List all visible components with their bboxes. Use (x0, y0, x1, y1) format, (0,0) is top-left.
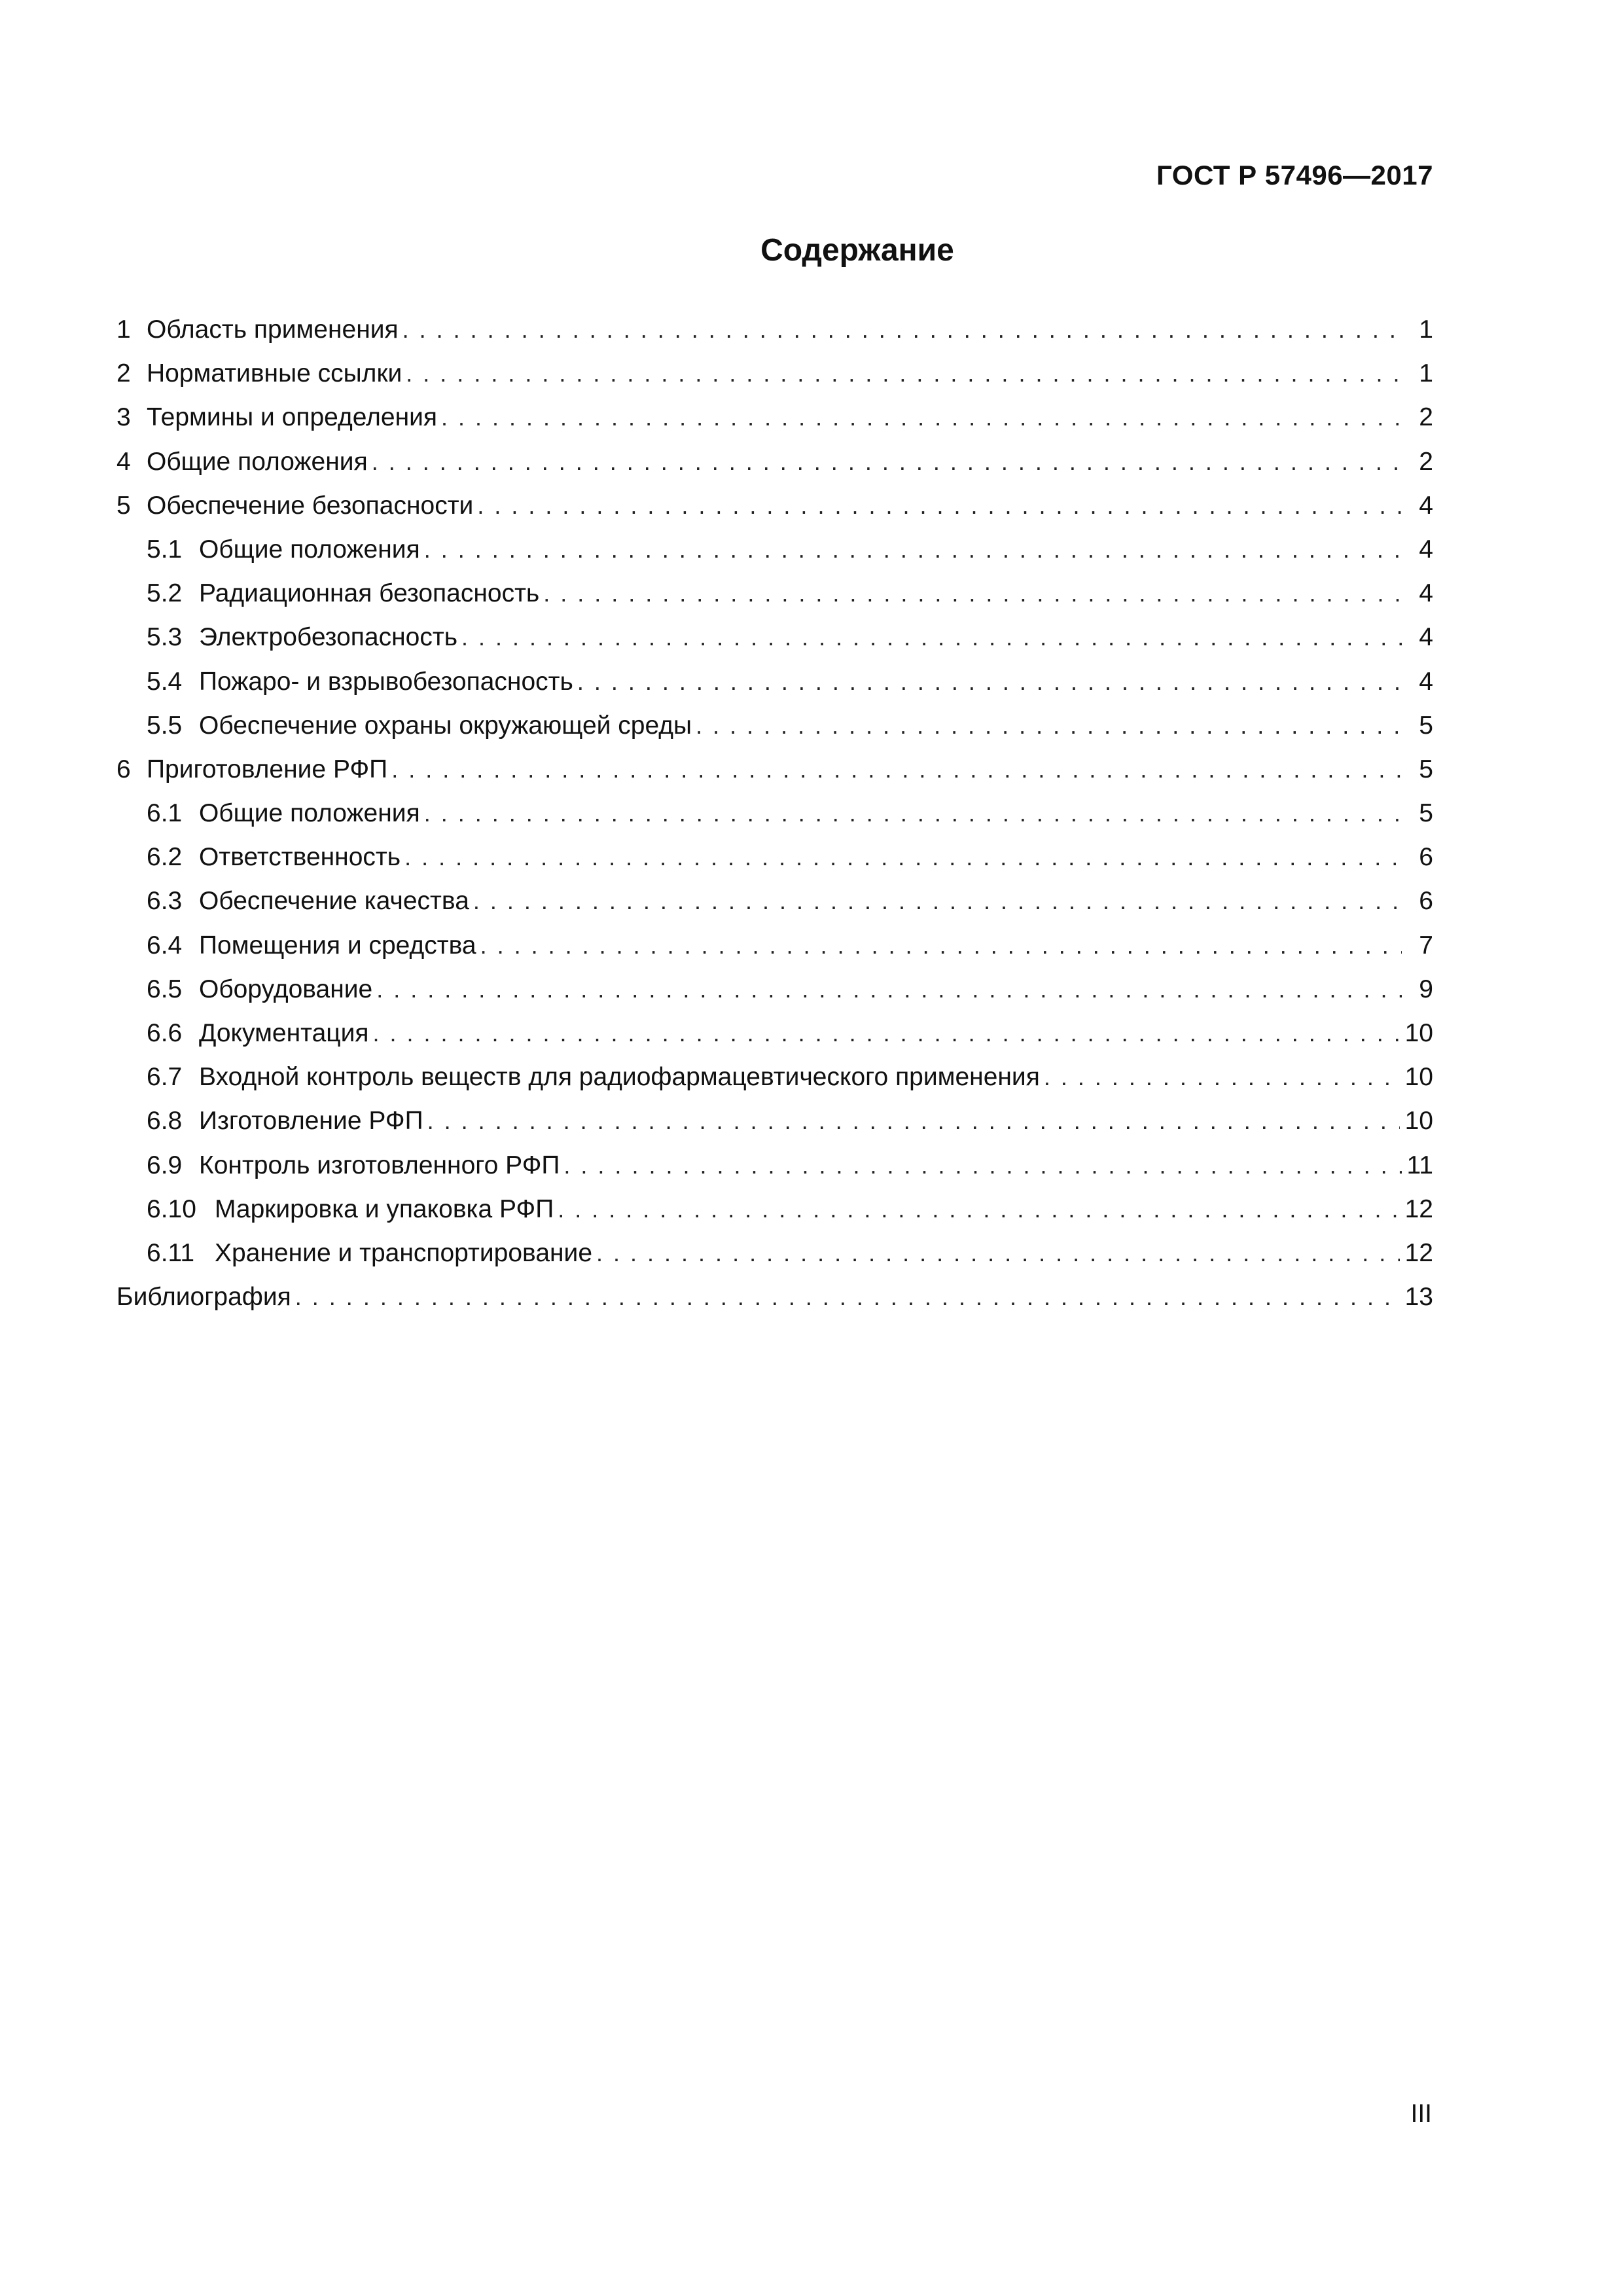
toc-entry-number: 6.1 (147, 799, 183, 828)
toc-entry-page: 6 (1419, 887, 1433, 916)
toc-dot-leader (295, 1275, 1400, 1319)
toc-entry[interactable] (116, 571, 1433, 615)
toc-entry[interactable] (116, 879, 1433, 923)
toc-entry-page: 2 (1419, 403, 1433, 432)
toc-entry-page: 11 (1406, 1151, 1433, 1179)
page-number: III (1410, 2100, 1432, 2128)
toc-entry[interactable] (116, 528, 1433, 571)
toc-entry-label: Изготовление РФП (199, 1107, 423, 1136)
toc-entry-label: Обеспечение качества (199, 887, 469, 916)
toc-entry[interactable] (116, 1055, 1433, 1099)
toc-dot-leader (376, 967, 1402, 1011)
toc-entry-label: Ответственность (199, 843, 401, 872)
toc-dot-leader (696, 704, 1402, 747)
toc-entry-label: Общие положения (199, 535, 420, 564)
toc-title: Содержание (760, 233, 954, 268)
toc-entry-number: 1 (116, 315, 131, 344)
toc-entry-number: 6.8 (147, 1107, 183, 1136)
toc-entry-number: 2 (116, 359, 131, 388)
toc-entry[interactable] (116, 484, 1433, 528)
toc-entry-page: 13 (1404, 1283, 1433, 1312)
toc-entry-label: Контроль изготовленного РФП (199, 1151, 560, 1179)
toc-entry-page: 2 (1419, 447, 1433, 476)
toc-dot-leader (441, 395, 1402, 439)
toc-dot-leader (461, 615, 1402, 659)
toc-entry-label: Электробезопасность (199, 623, 458, 652)
toc-entry-label: Оборудование (199, 975, 373, 1003)
toc-dot-leader (424, 528, 1402, 571)
toc-entry-number: 5 (116, 491, 131, 520)
toc-entry[interactable] (116, 967, 1433, 1011)
toc-dot-leader (372, 440, 1402, 484)
toc-entry-label: Нормативные ссылки (147, 359, 402, 388)
toc-entry-number: 4 (116, 447, 131, 476)
toc-dot-leader (577, 660, 1402, 704)
toc-entry[interactable] (116, 308, 1433, 351)
toc-entry-number: 6.3 (147, 887, 183, 916)
toc-entry-label: Помещения и средства (199, 931, 476, 960)
toc-entry-label: Общие положения (199, 799, 420, 828)
toc-entry-number: 5.2 (147, 579, 183, 608)
toc-entry-number: 5.5 (147, 711, 183, 740)
toc-entry-label: Обеспечение охраны окружающей среды (199, 711, 692, 740)
toc-entry-page: 5 (1419, 711, 1433, 740)
toc-entry[interactable] (116, 440, 1433, 484)
toc-entry-label: Документация (199, 1019, 369, 1047)
toc-dot-leader (563, 1143, 1401, 1187)
toc-dot-leader (596, 1231, 1400, 1275)
toc-entry-number: 5.4 (147, 667, 183, 696)
toc-entry-page: 6 (1419, 843, 1433, 872)
toc-entry-label: Пожаро- и взрывобезопасность (199, 667, 573, 696)
toc-entry[interactable] (116, 835, 1433, 879)
toc-entry-number: 5.1 (147, 535, 183, 564)
toc-dot-leader (404, 835, 1402, 879)
toc-entry[interactable] (116, 1099, 1433, 1143)
toc-entry-page: 7 (1419, 931, 1433, 960)
toc-entry[interactable] (116, 1275, 1433, 1319)
toc-entry[interactable] (116, 615, 1433, 659)
document-id: ГОСТ Р 57496—2017 (1156, 160, 1433, 190)
toc-entry-page: 4 (1419, 667, 1433, 696)
toc-entry-label: Приготовление РФП (147, 755, 388, 783)
toc-entry-page: 12 (1404, 1194, 1433, 1223)
toc-entry[interactable] (116, 1231, 1433, 1275)
toc-entry-label: Входной контроль веществ для радиофармацевтического применения (199, 1063, 1040, 1092)
toc-dot-leader (477, 484, 1402, 528)
toc-dot-leader (543, 571, 1402, 615)
toc-dot-leader (480, 924, 1402, 967)
toc-entry-label: Область применения (147, 315, 399, 344)
toc-entry-page: 10 (1404, 1063, 1433, 1092)
toc-entry-number: 6.9 (147, 1151, 183, 1179)
toc-dot-leader (391, 747, 1402, 791)
toc-entry-page: 4 (1419, 623, 1433, 652)
toc-entry-number: 6.7 (147, 1063, 183, 1092)
toc-entry-label: Общие положения (147, 447, 368, 476)
toc-entry[interactable] (116, 395, 1433, 439)
toc-entry-label: Библиография (116, 1283, 291, 1312)
toc-entry[interactable] (116, 660, 1433, 704)
toc-entry-number: 5.3 (147, 623, 183, 652)
toc-entry-page: 4 (1419, 535, 1433, 564)
toc-entry[interactable] (116, 924, 1433, 967)
toc-dot-leader (406, 351, 1402, 395)
toc-entry-page: 1 (1419, 315, 1433, 344)
toc-entry[interactable] (116, 1143, 1433, 1187)
toc-dot-leader (473, 879, 1402, 923)
toc-entry-number: 6 (116, 755, 131, 783)
toc-entry[interactable] (116, 791, 1433, 835)
toc-entry[interactable] (116, 1187, 1433, 1231)
toc-entry-label: Хранение и транспортирование (215, 1238, 593, 1267)
toc-entry-page: 10 (1404, 1019, 1433, 1047)
toc-entry-page: 1 (1419, 359, 1433, 388)
toc-entry-label: Радиационная безопасность (199, 579, 540, 608)
toc-dot-leader (1044, 1055, 1400, 1099)
toc-entry[interactable] (116, 1011, 1433, 1055)
toc-entry-label: Обеспечение безопасности (147, 491, 474, 520)
toc-entry[interactable] (116, 747, 1433, 791)
toc-entry-page: 5 (1419, 755, 1433, 783)
toc-entry-number: 6.5 (147, 975, 183, 1003)
toc-entry-number: 6.10 (147, 1194, 196, 1223)
toc-entry-number: 3 (116, 403, 131, 432)
toc-entry[interactable] (116, 704, 1433, 747)
toc-entry-number: 6.11 (147, 1238, 195, 1267)
toc-entry-number: 6.2 (147, 843, 183, 872)
toc-dot-leader (402, 308, 1402, 351)
toc-dot-leader (558, 1187, 1399, 1231)
toc-dot-leader (424, 791, 1402, 835)
toc-entry-page: 10 (1404, 1107, 1433, 1136)
toc-entry-page: 5 (1419, 799, 1433, 828)
toc-entry-page: 4 (1419, 491, 1433, 520)
toc-entry-page: 9 (1419, 975, 1433, 1003)
toc-entry-number: 6.6 (147, 1019, 183, 1047)
toc-dot-leader (427, 1099, 1400, 1143)
toc-entry[interactable] (116, 351, 1433, 395)
table-of-contents (116, 308, 1433, 1319)
toc-entry-number: 6.4 (147, 931, 183, 960)
toc-entry-label: Маркировка и упаковка РФП (215, 1194, 554, 1223)
toc-entry-page: 12 (1404, 1238, 1433, 1267)
toc-dot-leader (373, 1011, 1400, 1055)
toc-entry-label: Термины и определения (147, 403, 438, 432)
toc-entry-page: 4 (1419, 579, 1433, 608)
